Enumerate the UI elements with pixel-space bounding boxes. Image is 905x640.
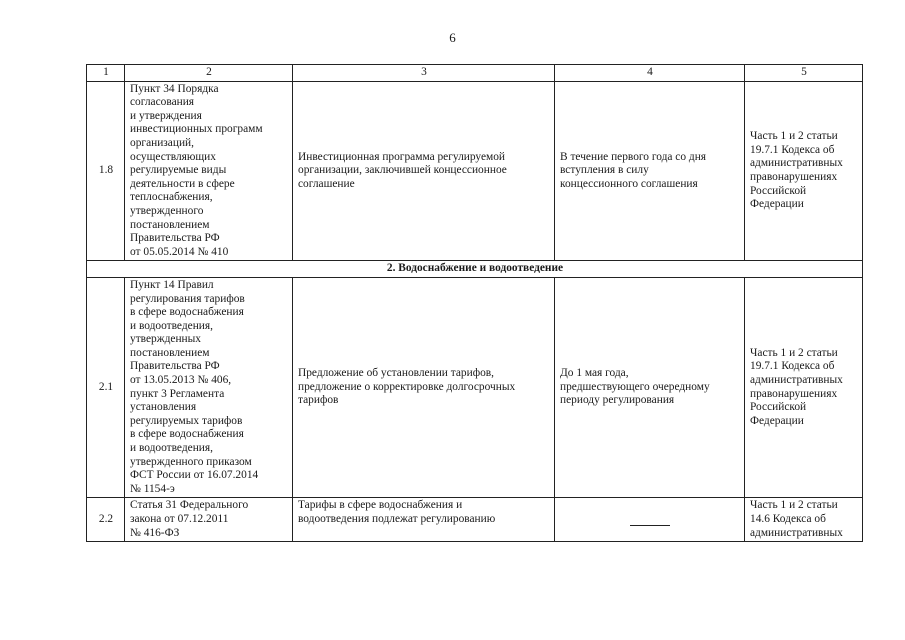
deadline-cell: В течение первого года со дня вступления в силу концессионного соглашения xyxy=(555,81,745,261)
header-cell: 5 xyxy=(745,65,863,82)
header-cell: 1 xyxy=(87,65,125,82)
requirement-cell: Инвестиционная программа регулируемой организации, заключившей концессионное соглашение xyxy=(293,81,555,261)
deadline-cell: До 1 мая года, предшествующего очередному периоду регулирования xyxy=(555,277,745,498)
row-number: 2.1 xyxy=(87,277,125,498)
liability-cell: Часть 1 и 2 статьи 19.7.1 Кодекса об административных правонарушениях Российской Федерации xyxy=(745,81,863,261)
requirement-cell: Предложение об установлении тарифов, предложение о корректировке долгосрочных тарифов xyxy=(293,277,555,498)
section-heading-row xyxy=(87,261,863,278)
legal-source-cell: Статья 31 Федерального закона от 07.12.2011 № 416-ФЗ xyxy=(125,498,293,542)
dash-line xyxy=(630,525,670,526)
table-header-row xyxy=(87,65,863,82)
requirement-cell: Тарифы в сфере водоснабжения и водоотведения подлежат регулированию xyxy=(293,498,555,542)
header-cell: 4 xyxy=(555,65,745,82)
table-row xyxy=(87,81,863,261)
table-row xyxy=(87,498,863,542)
regulation-table xyxy=(86,64,863,542)
header-cell: 2 xyxy=(125,65,293,82)
header-cell: 3 xyxy=(293,65,555,82)
legal-source-cell: Пункт 14 Правил регулирования тарифов в сфере водоснабжения и водоотведения, утвержденных постановлением Правительства РФ от 13.05.2013 № 406, пункт 3 Регламента установления регулируемых тарифов в сфере водоснабжения и водоотведения, утвержденного приказом ФСТ России от 16.07.2014 № 1154-э xyxy=(125,277,293,498)
liability-cell: Часть 1 и 2 статьи 14.6 Кодекса об административных xyxy=(745,498,863,542)
row-number: 2.2 xyxy=(87,498,125,542)
legal-source-cell: Пункт 34 Порядка согласования и утверждения инвестиционных программ организаций, осуществляющих регулируемые виды деятельности в сфере теплоснабжения, утвержденного постановлением Правительства РФ от 05.05.2014 № 410 xyxy=(125,81,293,261)
liability-cell: Часть 1 и 2 статьи 19.7.1 Кодекса об административных правонарушениях Российской Федерации xyxy=(745,277,863,498)
table-row xyxy=(87,277,863,498)
row-number: 1.8 xyxy=(87,81,125,261)
section-heading: 2. Водоснабжение и водоотведение xyxy=(87,261,863,278)
page-number: 6 xyxy=(449,30,456,45)
deadline-cell xyxy=(555,498,745,542)
